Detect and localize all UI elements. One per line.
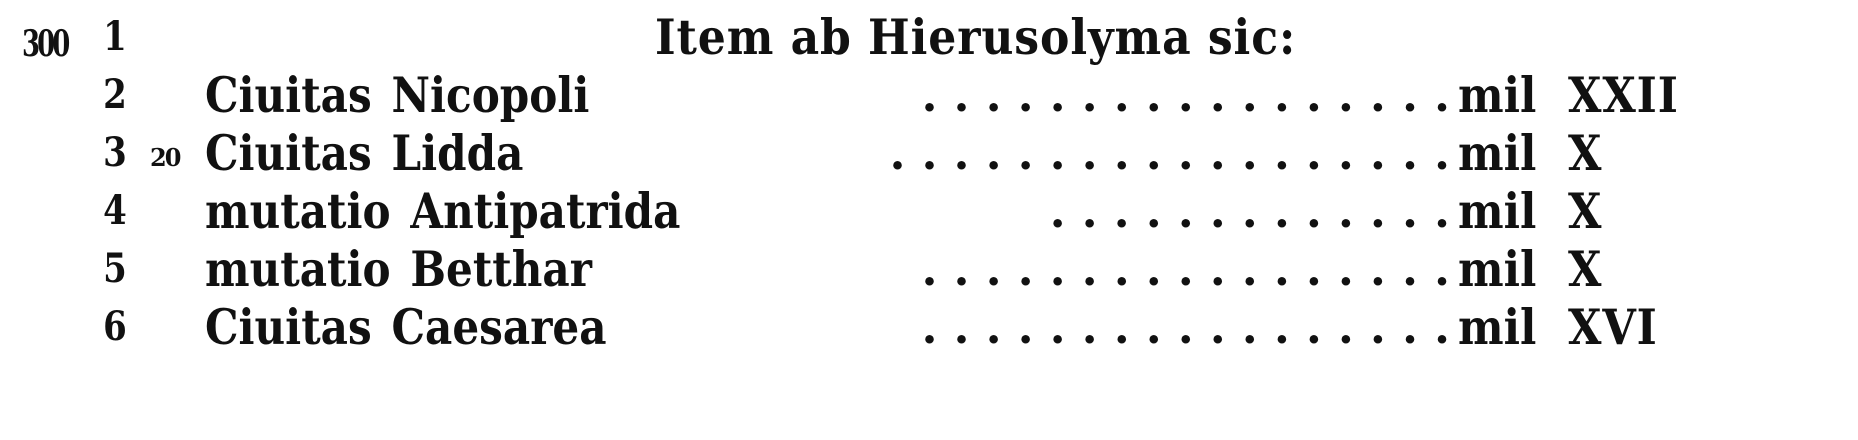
distance-unit: mil	[1458, 182, 1537, 240]
place-name: Ciuitas Nicopoli	[205, 66, 590, 124]
distance-unit: mil	[1458, 124, 1537, 182]
dot-leaders: . . . . . . . . . . . . .	[1049, 184, 1450, 238]
line-number: 4	[103, 187, 127, 234]
distance-value: X	[1568, 240, 1603, 298]
distance-value: X	[1568, 124, 1603, 182]
distance-unit: mil	[1458, 66, 1537, 124]
line-number: 2	[103, 71, 127, 118]
line-number: 1	[103, 13, 127, 60]
margin-page-number: 300	[22, 23, 68, 65]
distance-unit: mil	[1458, 298, 1537, 356]
distance-value: XXII	[1568, 66, 1679, 124]
dot-leaders: . . . . . . . . . . . . . . . . . .	[889, 126, 1450, 180]
line-number: 5	[103, 245, 127, 292]
dot-leaders: . . . . . . . . . . . . . . . . .	[921, 300, 1450, 354]
dot-leaders: . . . . . . . . . . . . . . . . .	[921, 68, 1450, 122]
place-name: Ciuitas Lidda	[205, 124, 524, 182]
itinerary-row	[0, 292, 1858, 362]
place-name: mutatio Antipatrida	[205, 182, 681, 240]
section-heading: Item ab Hierusolyma sic:	[655, 8, 1297, 66]
place-name: mutatio Betthar	[205, 240, 592, 298]
distance-unit: mil	[1458, 240, 1537, 298]
place-name: Ciuitas Caesarea	[205, 298, 607, 356]
distance-value: XVI	[1568, 298, 1658, 356]
inner-line-number: 20	[150, 143, 180, 172]
dot-leaders: . . . . . . . . . . . . . . . . .	[921, 242, 1450, 296]
distance-value: X	[1568, 182, 1603, 240]
line-number: 6	[103, 303, 127, 350]
line-number: 3	[103, 129, 127, 176]
